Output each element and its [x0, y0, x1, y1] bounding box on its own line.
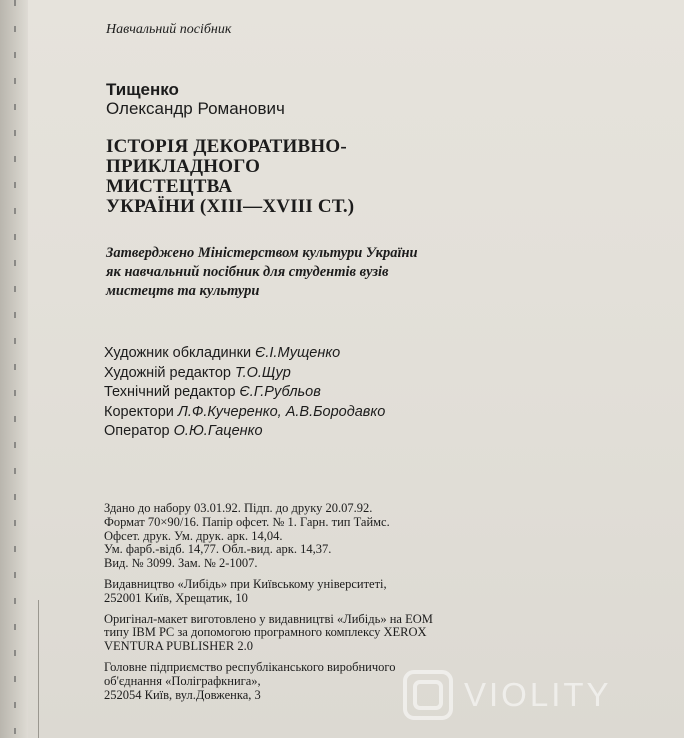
series-label: Навчальний посібник — [106, 22, 232, 37]
credit-role: Художник обкладинки — [104, 345, 252, 361]
gutter-marks — [14, 0, 16, 738]
imprint-line: VENTURA PUBLISHER 2.0 — [104, 639, 253, 654]
credit-row — [104, 422, 385, 442]
imprint-line: 252001 Київ, Хрещатик, 10 — [104, 590, 248, 605]
imprint-line: Ум. фарб.-відб. 14,77. Обл.-вид. арк. 14,37. — [104, 542, 332, 557]
approval-note — [106, 244, 418, 301]
layout-details — [104, 613, 433, 654]
imprint-line: об'єднання «Поліграфкнига», — [104, 673, 261, 688]
book-title — [106, 137, 354, 217]
margin-line — [38, 600, 39, 738]
watermark — [402, 668, 670, 722]
imprint-line: Формат 70×90/16. Папір офсет. № 1. Гарн. тип Таймс. — [104, 514, 390, 529]
imprint-line: 252054 Київ, вул.Довженка, 3 — [104, 687, 261, 702]
imprint-line: Видавництво «Либідь» при Київському університеті, — [104, 576, 387, 591]
imprint-line: Головне підприємство республіканського виробничого — [104, 659, 396, 674]
imprint-block — [104, 502, 433, 709]
approval-line: мистецтв та культури — [106, 283, 260, 299]
imprint-line: Вид. № 3099. Зам. № 2-1007. — [104, 556, 258, 571]
imprint-line: Офсет. друк. Ум. друк. арк. 14,04. — [104, 528, 283, 543]
title-line: МИСТЕЦТВА — [106, 176, 233, 197]
author-first-names: Олександр Романович — [106, 99, 285, 118]
printer-details — [104, 661, 433, 702]
imprint-line: типу IBM PC за допомогою програмного комплексу XEROX — [104, 625, 427, 640]
credit-row — [104, 403, 385, 423]
credit-name: О.Ю.Гаценко — [173, 423, 263, 439]
imprint-line: Здано до набору 03.01.92. Підп. до друку 20.07.92. — [104, 501, 373, 515]
credit-role: Художній редактор — [104, 364, 231, 381]
title-line: УКРАЇНИ (XIII—XVIII СТ.) — [106, 196, 355, 217]
credits-list — [104, 344, 385, 442]
watermark-text: VIOLITY — [464, 676, 612, 713]
violity-logo-icon — [402, 669, 454, 721]
credit-role: Оператор — [104, 423, 170, 439]
title-line: ПРИКЛАДНОГО — [106, 156, 261, 177]
title-line: ІСТОРІЯ ДЕКОРАТИВНО- — [106, 136, 347, 157]
imprint-line: Оригінал-макет виготовлено у видавництві «Либідь» на ЕОМ — [104, 611, 433, 626]
approval-line: Затверджено Міністерством культури України — [106, 245, 418, 261]
publisher-details — [104, 578, 433, 606]
credit-row — [104, 344, 385, 364]
credit-role: Коректори — [104, 403, 174, 420]
author-last-name: Тищенко — [106, 80, 179, 99]
credit-row — [104, 383, 385, 403]
approval-line: як навчальний посібник для студентів вузів — [106, 264, 389, 280]
credit-name: Є.І.Мущенко — [255, 345, 341, 361]
credit-name: Л.Ф.Кучеренко, А.В.Бородавко — [177, 403, 386, 420]
credit-row — [104, 364, 385, 384]
print-details — [104, 502, 433, 571]
credit-role: Технічний редактор — [104, 384, 236, 400]
credit-name: Т.О.Щур — [235, 364, 291, 381]
credit-name: Є.Г.Рубльов — [239, 384, 321, 400]
